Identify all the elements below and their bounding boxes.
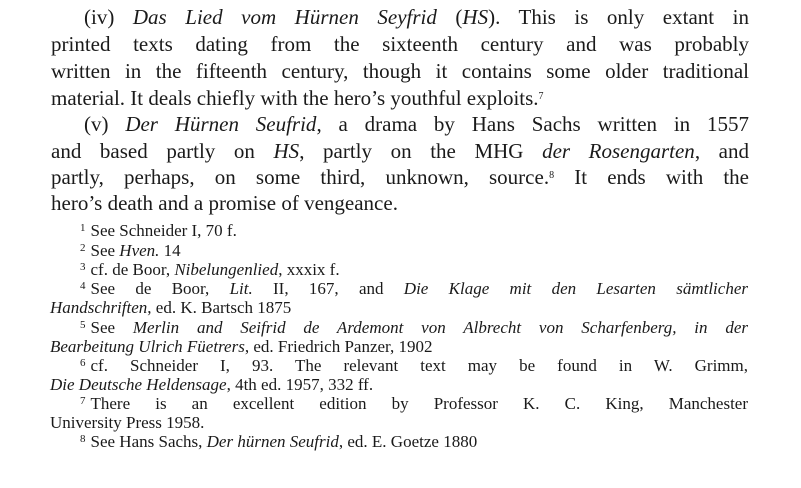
footnote-text: 14 (159, 241, 181, 260)
footnote-number: 4 (80, 280, 86, 292)
footnote-6 (80, 356, 748, 375)
footnote-5 (80, 318, 748, 337)
footnote-ref: 8 (549, 170, 555, 181)
footnote-title: Nibelungenlied (174, 260, 279, 279)
footnote-4-cont (50, 298, 748, 317)
abbreviation: HS (273, 139, 300, 163)
text-run: ). This is only extant in (488, 5, 749, 29)
footnote-number: 5 (80, 319, 86, 331)
footnote-text: See (90, 318, 133, 337)
text-run: , a drama by Hans Sachs written in 1557 (316, 112, 749, 136)
footnote-7 (80, 394, 748, 413)
footnote-number: 6 (80, 357, 86, 369)
body-line (51, 85, 749, 112)
footnote-text: See Schneider I, 70 f. (90, 221, 237, 240)
footnote-number: 8 (80, 433, 86, 445)
footnote-text: cf. de Boor, (90, 260, 175, 279)
footnote-text: See (90, 241, 120, 260)
paragraph-marker: (v) (84, 112, 126, 136)
footnote-title: Hven. (119, 241, 160, 260)
text-run: It ends with the (554, 165, 750, 189)
footnote-8 (80, 432, 477, 451)
text-run: partly, perhaps, on some third, unknown, source. (51, 165, 550, 189)
body-line (51, 164, 749, 191)
footnote-text: , ed. E. Goetze 1880 (338, 432, 478, 451)
work-title: Das Lied vom Hürnen Seyfrid (132, 5, 437, 29)
footnote-text: , ed. K. Bartsch 1875 (147, 298, 292, 317)
footnote-title: Der hürnen Seufrid (206, 432, 339, 451)
footnote-text: See de Boor, (90, 279, 230, 298)
footnote-text: See Hans Sachs, (90, 432, 207, 451)
footnote-3 (80, 260, 340, 279)
footnote-number: 7 (80, 395, 86, 407)
footnote-ref: 7 (538, 91, 544, 102)
footnote-4 (80, 279, 748, 298)
footnote-text: cf. Schneider I, 93. The relevant text may be found in W. Grimm, (90, 356, 748, 375)
body-line: hero’s death and a promise of vengeance. (51, 191, 398, 215)
footnote-number: 1 (80, 222, 86, 234)
footnote-1 (80, 221, 237, 240)
abbreviation: HS (462, 5, 489, 29)
footnote-6-cont (50, 375, 748, 394)
body-line: written in the fifteenth century, though it contains some older traditional (51, 59, 749, 83)
footnote-text: There is an excellent edition by Professor K. C. King, Manchester (90, 394, 748, 413)
text-run: and based partly on (51, 139, 274, 163)
footnote-title: Die Deutsche Heldensage (50, 375, 227, 394)
footnote-title: Die Klage mit den Lesarten sämtlicher (403, 279, 748, 298)
footnote-2 (80, 241, 181, 260)
body-line: printed texts dating from the sixteenth century and was probably (51, 32, 749, 56)
body-line (51, 138, 749, 165)
footnote-text: , xxxix f. (278, 260, 340, 279)
footnote-5-cont (50, 337, 748, 356)
footnote-title: Handschriften (50, 298, 148, 317)
text-run: , and (694, 139, 749, 163)
text-run: material. It deals chiefly with the hero’s youthful exploits. (51, 86, 539, 110)
paragraph-v-line (84, 111, 749, 138)
text-run: , partly on the MHG (299, 139, 543, 163)
footnote-text: II, 167, and (252, 279, 404, 298)
footnote-text: , 4th ed. 1957, 332 ff. (226, 375, 374, 394)
text-run: ( (436, 5, 463, 29)
paragraph-marker: (iv) (84, 5, 133, 29)
work-title: Der Hürnen Seufrid (125, 112, 317, 136)
footnote-number: 2 (80, 242, 86, 254)
footnote-7-cont: University Press 1958. (50, 413, 205, 432)
footnote-title: Merlin and Seifrid de Ardemont von Albrecht von Scharfenberg, in der (132, 318, 748, 337)
footnote-title: Lit. (229, 279, 253, 298)
paragraph-iv-line (84, 4, 749, 31)
work-title: der Rosengarten (542, 139, 695, 163)
footnote-number: 3 (80, 261, 86, 273)
footnote-text: , ed. Friedrich Panzer, 1902 (244, 337, 433, 356)
footnote-title: Bearbeitung Ulrich Füetrers (50, 337, 245, 356)
